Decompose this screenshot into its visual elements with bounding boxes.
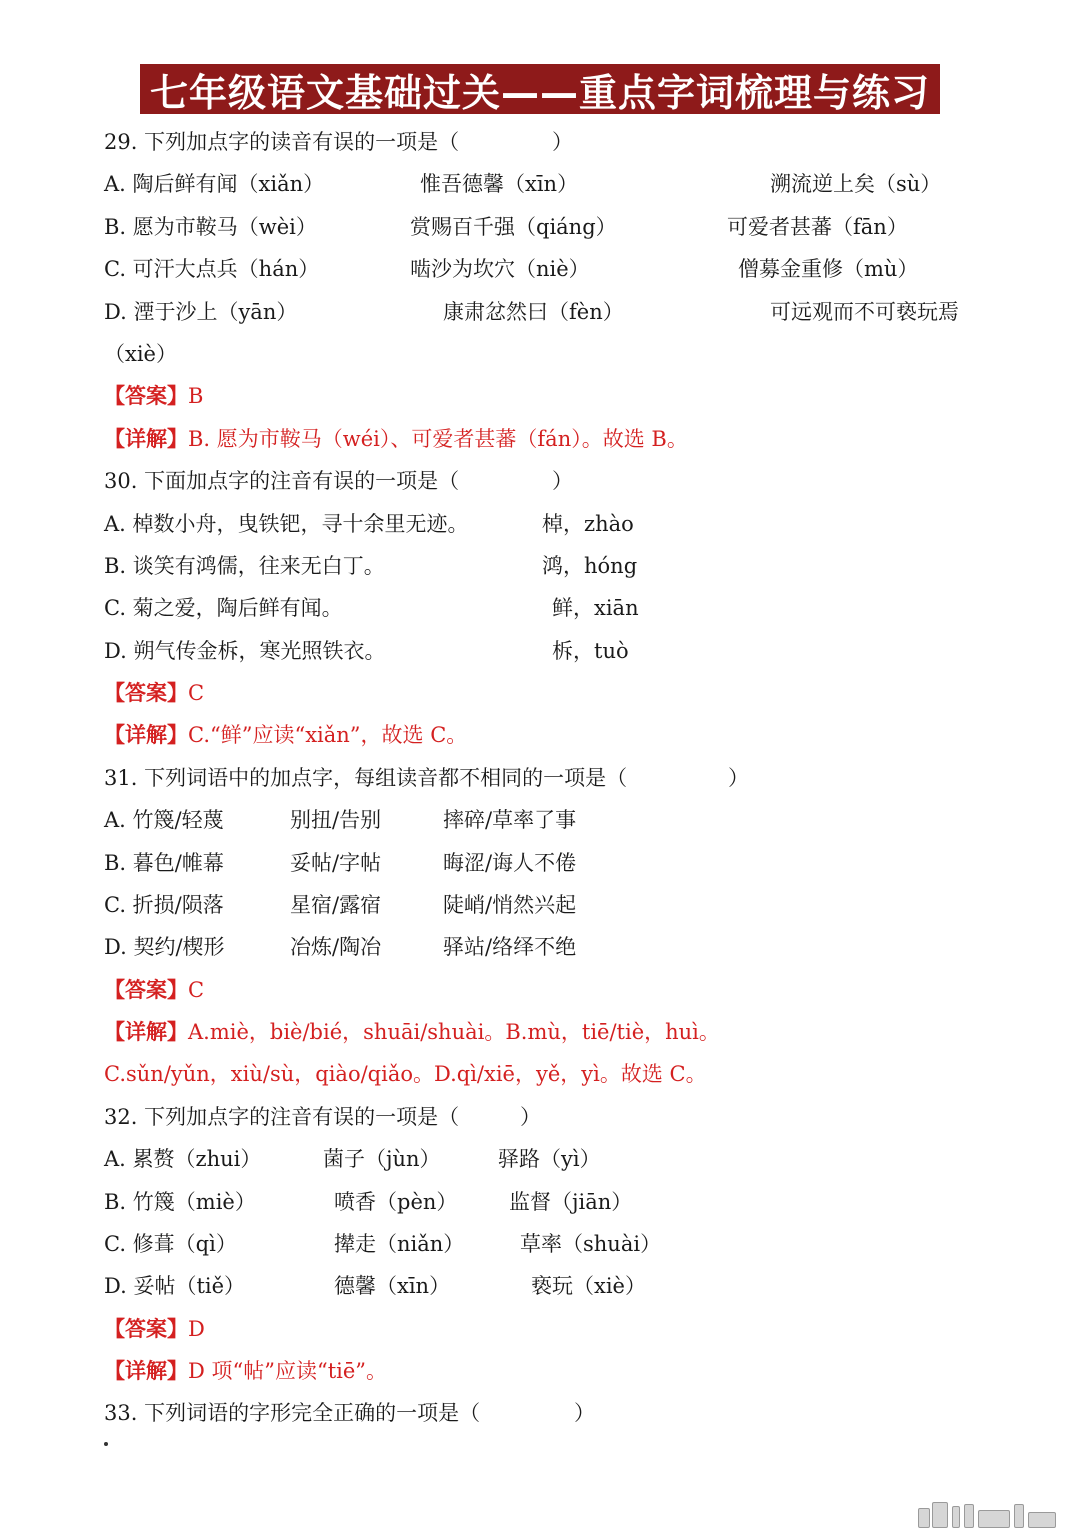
option-item: 陡峭/悄然兴起	[443, 893, 577, 917]
explanation-tag: 【详解】	[104, 1019, 188, 1044]
option-item: A. 陶后鲜有闻（xiǎn）	[104, 172, 325, 196]
blank-close: ）	[552, 469, 573, 493]
option-item: 监督（jiān）	[509, 1190, 633, 1214]
blank-close: ）	[552, 130, 573, 154]
option-item: C. 可汗大点兵（hán）	[104, 257, 320, 281]
option-item: 棹，zhào	[542, 512, 634, 536]
option-item: 冶炼/陶冶	[290, 935, 382, 959]
option-item: D. 妥帖（tiě）	[104, 1274, 246, 1298]
question-text: 29. 下列加点字的读音有误的一项是（	[104, 130, 460, 154]
option-item: 溯流逆上矣（sù）	[770, 172, 942, 196]
option-item: 惟吾德馨（xīn）	[420, 172, 579, 196]
explanation-text: D 项“帖”应读“tiē”。	[188, 1359, 388, 1383]
option-item: A. 竹篾/轻蔑	[104, 808, 224, 832]
option-item: B. 暮色/帷幕	[104, 851, 224, 875]
watermark-bars-icon	[918, 1500, 1068, 1528]
question-text: 33. 下列词语的字形完全正确的一项是（	[104, 1401, 481, 1425]
option-item: 晦涩/诲人不倦	[443, 851, 577, 875]
option-item: C. 菊之爱，陶后鲜有闻。	[104, 596, 343, 620]
explanation-text: C.sǔn/yǔn，xiù/sù，qiào/qiǎo。D.qì/xiē，yě，yì。故选 C。	[104, 1062, 707, 1086]
bullet-dot	[104, 1442, 108, 1446]
option-item: 柝，tuò	[552, 639, 629, 663]
option-item: 妥帖/字帖	[290, 851, 382, 875]
blank-close: ）	[728, 766, 749, 790]
explanation-tag: 【详解】	[104, 1358, 188, 1383]
option-item: 德馨（xīn）	[334, 1274, 451, 1298]
question-text: 32. 下列加点字的注音有误的一项是（	[104, 1105, 460, 1129]
option-item: 赏赐百千强（qiáng）	[410, 215, 617, 239]
page-title: 七年级语文基础过关——重点字词梳理与练习	[140, 64, 940, 114]
option-item: A. 棹数小舟，曳铁钯，寻十余里无迹。	[104, 512, 469, 536]
blank-close: ）	[520, 1105, 541, 1129]
option-item: B. 竹篾（miè）	[104, 1190, 256, 1214]
option-item: C. 折损/陨落	[104, 893, 224, 917]
explanation-tag: 【详解】	[104, 722, 188, 747]
question-text: 31. 下列词语中的加点字，每组读音都不相同的一项是（	[104, 766, 628, 790]
option-item: D. 湮于沙上（yān）	[104, 300, 298, 324]
option-item: 驿站/络绎不绝	[443, 935, 577, 959]
option-item: D. 契约/楔形	[104, 935, 225, 959]
answer-value: C	[188, 681, 205, 705]
option-item: 摔碎/草率了事	[443, 808, 577, 832]
option-item: D. 朔气传金柝，寒光照铁衣。	[104, 639, 386, 663]
option-item: 僧募金重修（mù）	[738, 257, 919, 281]
explanation-text: C.“鲜”应读“xiǎn”，故选 C。	[188, 723, 468, 747]
answer-tag: 【答案】	[104, 977, 188, 1002]
explanation-text: A.miè，biè/bié，shuāi/shuài。B.mù，tiē/tiè，huì。	[188, 1020, 720, 1044]
option-item: B. 愿为市鞍马（wèi）	[104, 215, 317, 239]
option-item: 啮沙为坎穴（niè）	[410, 257, 590, 281]
option-item: （xiè）	[104, 342, 177, 366]
answer-tag: 【答案】	[104, 1316, 188, 1341]
option-item: 草率（shuài）	[520, 1232, 662, 1256]
option-item: 鸿，hóng	[542, 554, 638, 578]
option-item: C. 修葺（qì）	[104, 1232, 237, 1256]
answer-tag: 【答案】	[104, 383, 188, 408]
answer-value: C	[188, 978, 205, 1002]
explanation-text: B. 愿为市鞍马（wéi）、可爱者甚蕃（fán）。故选 B。	[188, 427, 688, 451]
option-item: 可爱者甚蕃（fān）	[727, 215, 908, 239]
explanation-tag: 【详解】	[104, 426, 188, 451]
option-item: 鲜，xiān	[552, 596, 639, 620]
option-item: 喷香（pèn）	[334, 1190, 458, 1214]
option-item: 菌子（jùn）	[323, 1147, 441, 1171]
option-item: A. 累赘（zhui）	[104, 1147, 262, 1171]
answer-value: B	[188, 384, 204, 408]
option-item: 驿路（yì）	[498, 1147, 601, 1171]
option-item: 别扭/告别	[290, 808, 382, 832]
answer-tag: 【答案】	[104, 680, 188, 705]
blank-close: ）	[574, 1401, 595, 1425]
option-item: 可远观而不可亵玩焉	[770, 300, 959, 324]
option-item: 康肃忿然曰（fèn）	[443, 300, 624, 324]
answer-value: D	[188, 1317, 205, 1341]
question-text: 30. 下面加点字的注音有误的一项是（	[104, 469, 460, 493]
option-item: 亵玩（xiè）	[531, 1274, 646, 1298]
option-item: B. 谈笑有鸿儒，往来无白丁。	[104, 554, 385, 578]
option-item: 星宿/露宿	[290, 893, 382, 917]
option-item: 撵走（niǎn）	[334, 1232, 465, 1256]
